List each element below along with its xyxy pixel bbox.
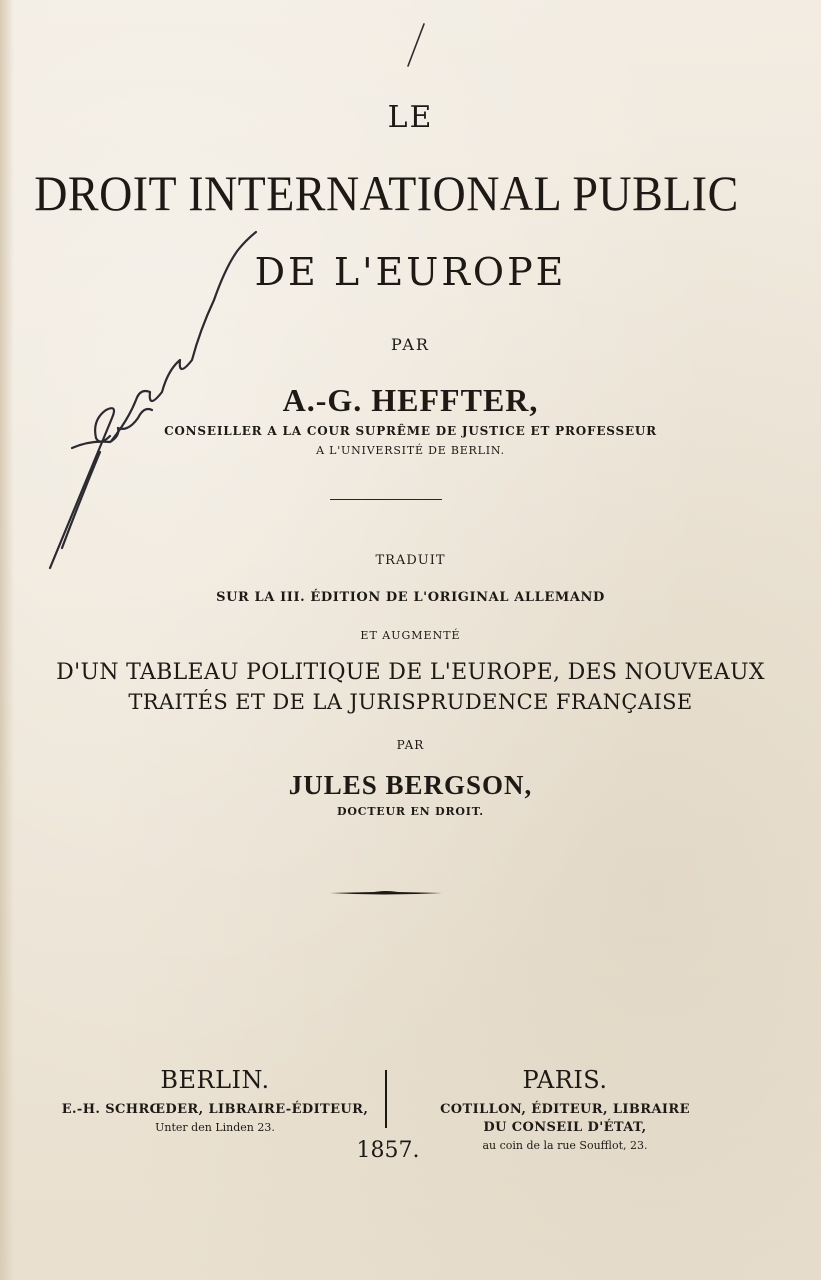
ornamental-rule [330,886,442,900]
author-name: A.-G. HEFFTER, [282,382,539,418]
divider-rule [330,499,442,500]
imprint-address-berlin: Unter den Linden 23. [155,1121,275,1134]
pen-mark [400,22,430,68]
by-label: PAR [391,335,430,354]
publication-year: 1857. [356,1138,420,1163]
augmented-label: ET AUGMENTÉ [360,629,461,642]
translator-role: DOCTEUR EN DROIT. [337,805,484,818]
translator-name: JULES BERGSON, [288,770,533,800]
title-article: LE [387,100,434,135]
imprint-berlin [50,1066,380,1134]
author-role-line-1: CONSEILLER A LA COUR SUPRÊME DE JUSTICE ET PROFESSEUR [164,424,657,438]
imprint-publisher-paris-1: COTILLON, ÉDITEUR, LIBRAIRE [440,1102,690,1117]
by-label-2: PAR [396,738,425,752]
imprint-city-paris: PARIS. [522,1066,608,1094]
translated-label: TRADUIT [375,553,446,568]
imprint-paris [405,1066,725,1152]
augmentation-line-2: TRAITÉS ET DE LA JURISPRUDENCE FRANÇAISE [128,690,693,714]
author-role-line-2: A L'UNIVERSITÉ DE BERLIN. [316,444,505,457]
augmentation-line-1: D'UN TABLEAU POLITIQUE DE L'EUROPE, DES NOUVEAUX [56,660,765,685]
subtitle: DE L'EUROPE [254,250,567,294]
imprint-publisher-paris-2: DU CONSEIL D'ÉTAT, [483,1120,647,1135]
main-title: DROIT INTERNATIONAL PUBLIC [34,165,739,221]
imprint-divider [385,1070,387,1128]
imprint-address-paris: au coin de la rue Soufflot, 23. [482,1139,648,1152]
imprint-publisher-berlin: E.-H. SCHRŒDER, LIBRAIRE-ÉDITEUR, [61,1102,369,1117]
edition-line: SUR LA III. ÉDITION DE L'ORIGINAL ALLEMAND [216,590,605,605]
imprint-city-berlin: BERLIN. [160,1066,270,1094]
